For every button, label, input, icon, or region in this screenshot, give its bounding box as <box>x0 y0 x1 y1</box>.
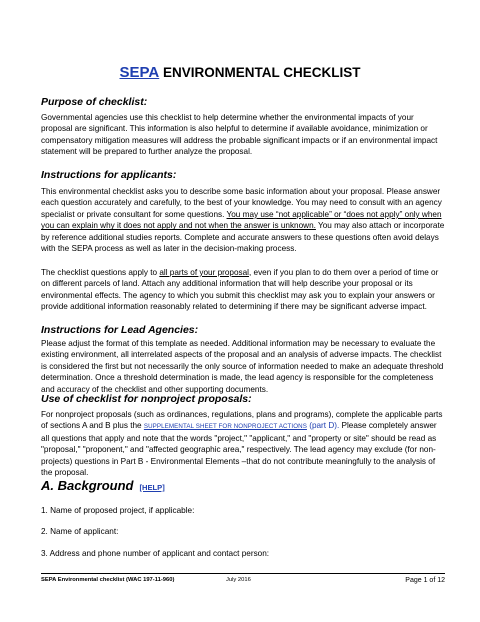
lead-agencies-text: Please adjust the format of this template as needed. Additional information may be necessary to evaluate the existing environment, all interrelated aspects of the proposal and an analysis of adverse impacts. The checklist is considered the first but not necessarily the only source of information needed to make an adequate threshold determination. Once a threshold determination is made, the lead agency is responsible for the completeness and accuracy of the checklist and other supporting documents. <box>41 339 444 394</box>
section-a-title: A. Background <box>41 478 134 493</box>
nonproject-text <box>41 409 445 478</box>
nonproject-text-a: For nonproject proposals (such as ordinances, regulations, plans and programs), complete the applicable parts of sections A and B plus the <box>41 410 443 431</box>
footer-form-name: SEPA Environmental checklist (WAC 197-11-960) <box>41 577 175 583</box>
applicants-heading: Instructions for applicants: <box>41 169 177 181</box>
document-title <box>0 64 480 81</box>
section-a-heading <box>41 478 165 493</box>
help-link[interactable]: [HELP] <box>139 483 165 492</box>
purpose-text: Governmental agencies use this checklist to help determine whether the environmental impacts of your proposal are significant. This information is also helpful to determine if available avoidance, minimization or compensatory mitigation measures will address the probable significant impacts or if an environmental impact statement will be prepared to further analyze the proposal. <box>41 113 438 157</box>
applicants-p2-text-b: , even if you plan to do them over a period of time or on different parcels of land. Attach any additional information that will help describe your proposal or its environmental effects. The agency to which you submit this checklist may ask you to explain your answers or provide additional information reasonably related to determining if there may be significant adverse impact. <box>41 268 439 312</box>
supplemental-sheet-link-tail[interactable]: (part D). <box>306 421 340 431</box>
title-text: ENVIRONMENTAL CHECKLIST <box>159 65 361 80</box>
applicants-p1-text-a: This environmental checklist asks you to describe some basic information about your proposal. Please answer each question accurately and carefully, to the best of your knowledge. You may need to consult with an agency specialist or private consultant for some questions. <box>41 187 442 219</box>
footer-date: July 2016 <box>226 577 251 583</box>
question-2: 2. Name of applicant: <box>41 527 119 536</box>
applicants-paragraph-2 <box>41 267 445 313</box>
applicants-paragraph-1 <box>41 186 445 254</box>
supplemental-sheet-link[interactable]: SUPPLEMENTAL SHEET FOR NONPROJECT ACTIONS <box>143 423 307 431</box>
footer-divider <box>41 573 445 574</box>
lead-agencies-heading: Instructions for Lead Agencies: <box>41 324 199 336</box>
nonproject-text-b: Please completely answer all questions that apply and note that the words "project," "applicant," and "property or site" should be read as "proposal," "proponent," and "affected geographic area," respectively. The lead agency may exclude (for non-projects) questions in Part B - Environmental Elements –that do not contribute meaningfully to the analysis of the proposal. <box>41 421 437 478</box>
footer-page-number: Page 1 of 12 <box>405 577 445 584</box>
applicants-p1-text-b: You may also attach or incorporate by reference additional studies reports. Complete and accurate answers to these questions often avoid delays with the SEPA process as well as later in the decision-making process. <box>41 221 445 254</box>
sepa-link[interactable]: SEPA <box>119 64 160 81</box>
applicants-p1-underlined: You may use “not applicable” or “does not apply” only when you can explain why it does not apply and not when the answer is unknown. <box>41 209 442 231</box>
applicants-p2-text-a: The checklist questions apply to <box>41 268 160 277</box>
question-3: 3. Address and phone number of applicant and contact person: <box>41 549 270 558</box>
question-1: 1. Name of proposed project, if applicable: <box>41 506 195 515</box>
applicants-p2-underlined: all parts of your proposal <box>159 268 249 277</box>
nonproject-heading: Use of checklist for nonproject proposals: <box>41 393 252 405</box>
purpose-heading: Purpose of checklist: <box>41 96 148 108</box>
